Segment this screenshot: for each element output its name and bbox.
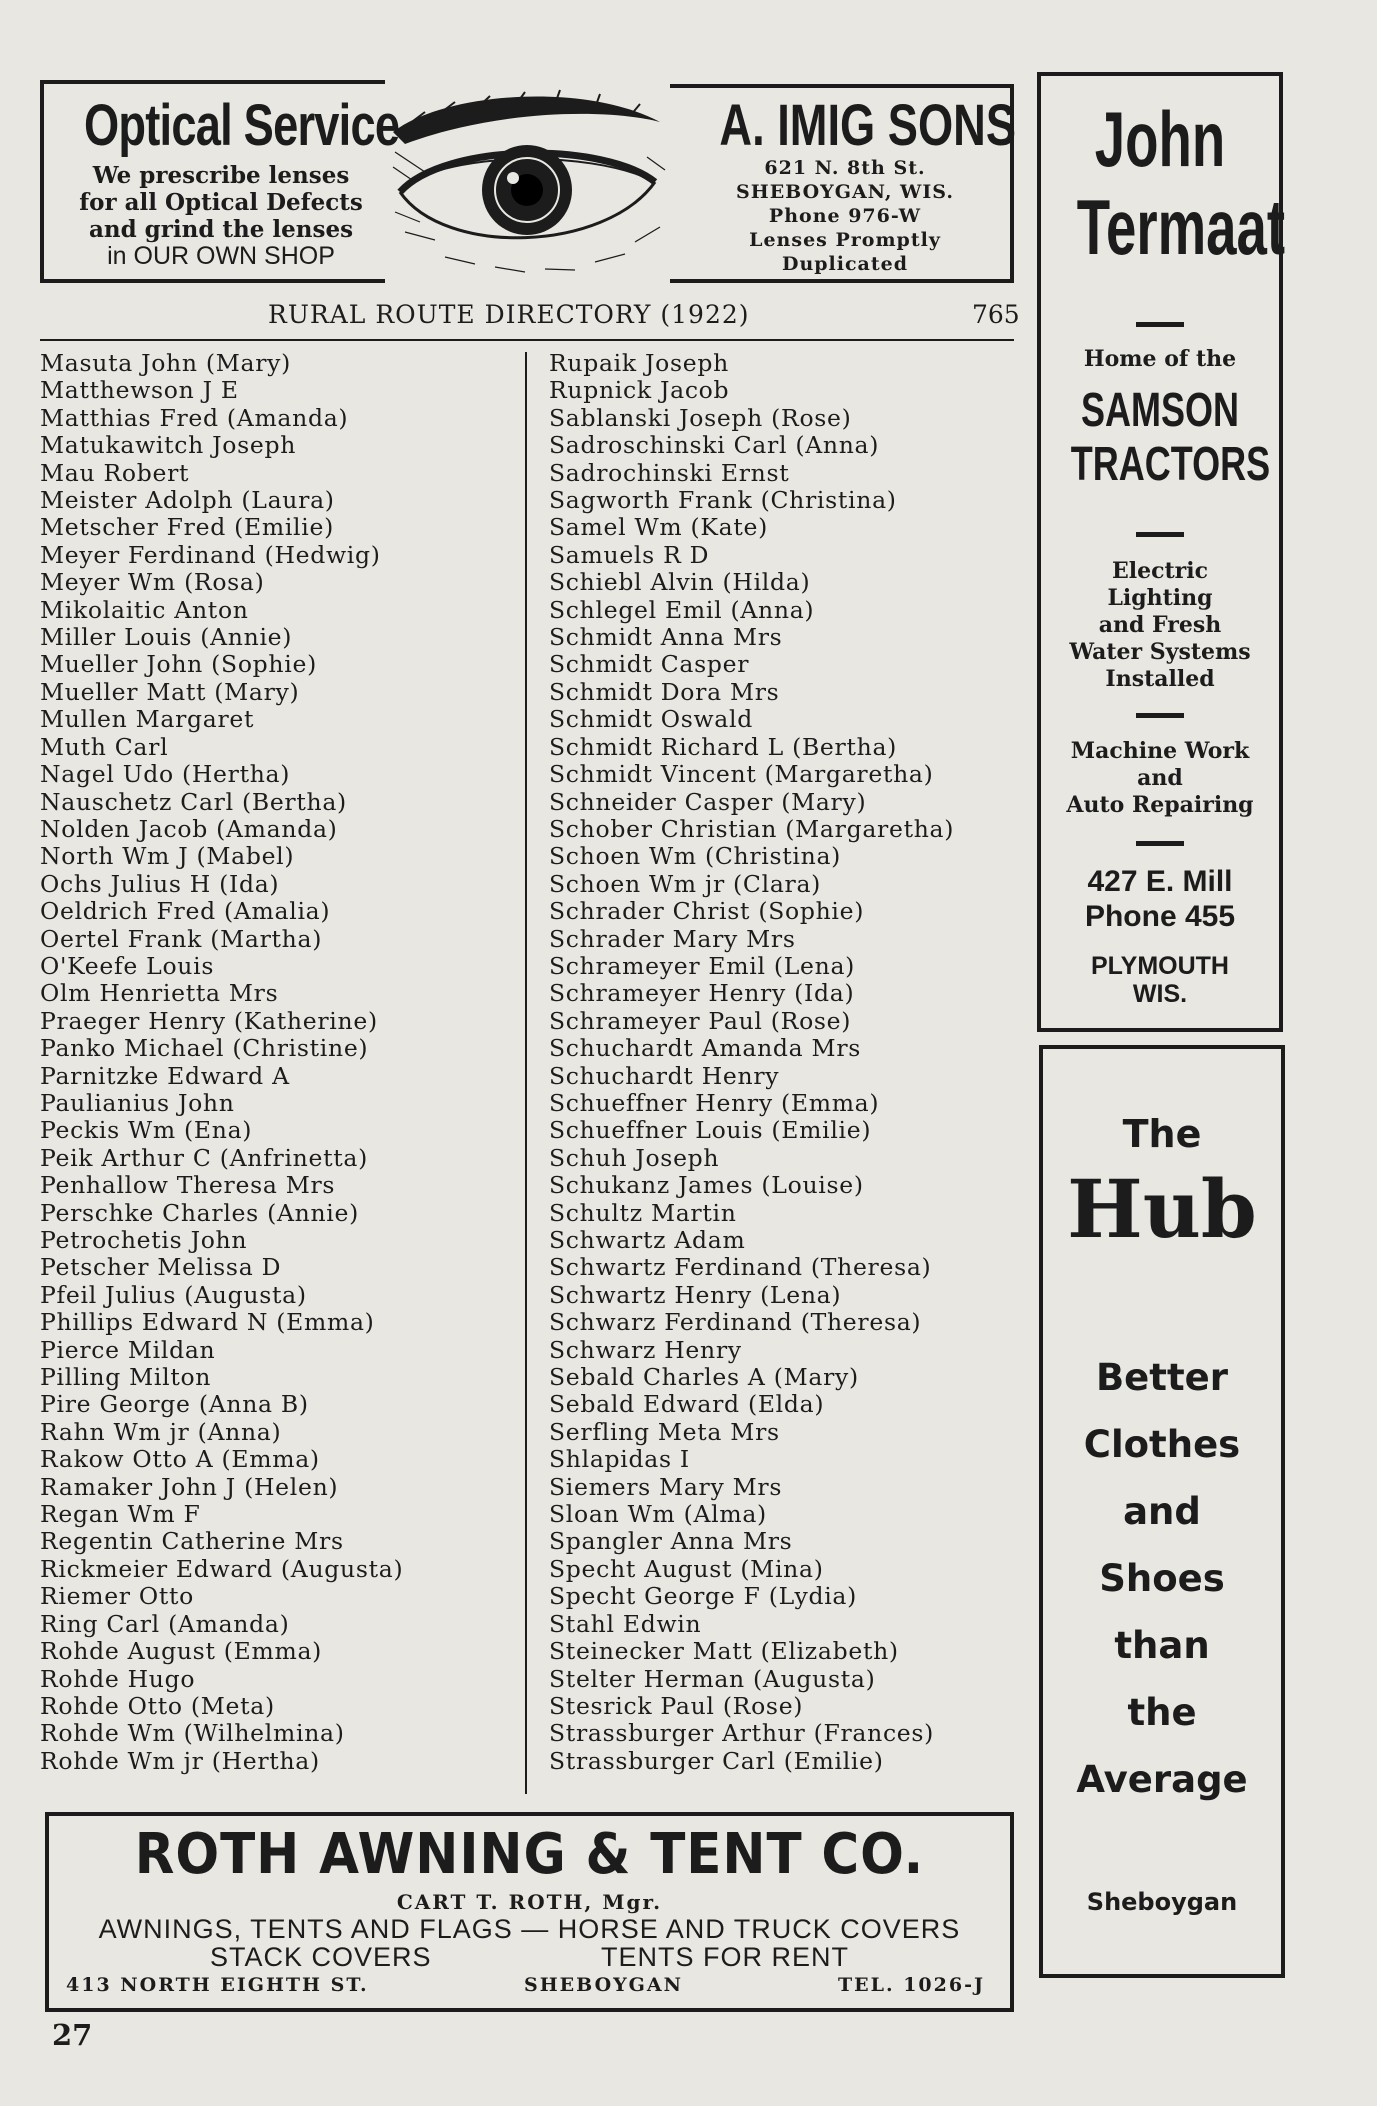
directory-entry: Matthias Fred (Amanda) (40, 403, 349, 432)
optical-ad-line: and grind the lenses (88, 216, 354, 243)
directory-entry: Meister Adolph (Laura) (40, 486, 335, 515)
directory-entry: Nagel Udo (Hertha) (40, 760, 291, 789)
directory-entry: Rakow Otto A (Emma) (40, 1445, 320, 1474)
directory-entry: Rohde Wm jr (Hertha) (40, 1746, 320, 1775)
directory-entry: Schwartz Henry (Lena) (549, 1280, 842, 1309)
hub-slogan-line: Better (1095, 1356, 1228, 1399)
directory-entry: Riemer Otto (40, 1582, 195, 1611)
directory-entry: Masuta John (Mary) (40, 349, 292, 377)
directory-column-left (40, 350, 403, 1775)
folio-number: 27 (52, 2018, 93, 2052)
roth-city: SHEBOYGAN (524, 1974, 684, 1996)
directory-entry: Rohde August (Emma) (40, 1637, 323, 1666)
directory-entry: Stahl Edwin (549, 1609, 702, 1638)
roth-services-line: AWNINGS, TENTS AND FLAGS — HORSE AND TRUCK COVERS (98, 1914, 961, 1944)
directory-entry: Siemers Mary Mrs (549, 1472, 783, 1501)
page-title: RURAL ROUTE DIRECTORY (1922) (268, 300, 750, 329)
hub-slogan-line: the (1127, 1691, 1197, 1734)
hub-slogan-line: Average (1076, 1758, 1248, 1801)
hub-slogan-line: than (1114, 1624, 1210, 1667)
directory-entry: Schueffner Henry (Emma) (549, 1088, 880, 1117)
directory-entry: Schrader Christ (Sophie) (549, 897, 865, 926)
directory-entry: Stelter Herman (Augusta) (549, 1664, 876, 1693)
directory-column-right (549, 350, 954, 1775)
directory-entry: Mau Robert (40, 458, 190, 487)
directory-entry: Sablanski Joseph (Rose) (549, 403, 852, 432)
directory-entry: Rupnick Jacob (549, 376, 730, 405)
directory-entry: Mueller John (Sophie) (40, 650, 317, 679)
directory-entry: Phillips Edward N (Emma) (40, 1308, 375, 1337)
hub-slogan-line: and (1123, 1490, 1201, 1533)
termaat-brand (1070, 384, 1271, 492)
roth-address: 413 NORTH EIGHTH ST. (66, 1974, 369, 1996)
optical-ad-line: We prescribe lenses (92, 162, 350, 189)
divider-dash (1136, 532, 1184, 537)
roth-manager: CART T. ROTH, Mgr. (396, 1890, 663, 1914)
termaat-service-line: and (1137, 765, 1183, 791)
directory-entry: Paulianius John (40, 1088, 235, 1117)
directory-entry: Nolden Jacob (Amanda) (40, 814, 338, 843)
termaat-city-line: WIS. (1132, 980, 1188, 1008)
directory-entry: Meyer Wm (Rosa) (40, 568, 265, 597)
directory-entry: Pilling Milton (40, 1363, 212, 1392)
directory-entry: Sebald Edward (Elda) (549, 1390, 825, 1419)
directory-entry: Muth Carl (40, 732, 169, 761)
hub-slogan (1043, 1344, 1281, 1813)
directory-entry: Ramaker John J (Helen) (40, 1472, 339, 1501)
directory-entry: Sadroschinski Carl (Anna) (549, 431, 880, 460)
directory-entry: Schoen Wm jr (Clara) (549, 869, 822, 898)
directory-entry: Schwarz Henry (549, 1335, 742, 1364)
termaat-name (1076, 95, 1286, 271)
termaat-service-line: Electric (1111, 558, 1209, 584)
hub-slogan-line: Shoes (1099, 1557, 1225, 1600)
termaat-city (1041, 952, 1279, 1008)
directory-entry: Schrameyer Henry (Ida) (549, 979, 855, 1008)
directory-entry: Ring Carl (Amanda) (40, 1609, 290, 1638)
directory-entry: Schmidt Vincent (Margaretha) (549, 760, 934, 789)
directory-entry: Schmidt Casper (549, 650, 750, 679)
directory-entry: Matthewson J E (40, 376, 239, 405)
termaat-services-electric (1041, 558, 1279, 693)
directory-entry: O'Keefe Louis (40, 951, 215, 980)
directory-entry: Strassburger Arthur (Frances) (549, 1719, 935, 1748)
directory-entry: Pierce Mildan (40, 1335, 216, 1364)
termaat-service-line: Lighting (1107, 585, 1213, 611)
directory-entry: Samel Wm (Kate) (549, 513, 768, 542)
directory-entry: Pire George (Anna B) (40, 1390, 309, 1419)
termaat-service-line: Machine Work (1070, 738, 1250, 764)
directory-entry: Serfling Meta Mrs (549, 1417, 780, 1446)
optical-ad-line: for all Optical Defects (79, 189, 363, 216)
directory-entry: Oeldrich Fred (Amalia) (40, 897, 331, 926)
directory-entry: Meyer Ferdinand (Hedwig) (40, 540, 381, 569)
directory-entry: Specht George F (Lydia) (549, 1582, 857, 1611)
directory-entry: Schrameyer Paul (Rose) (549, 1006, 852, 1035)
divider-dash (1136, 713, 1184, 718)
page-number: 765 (972, 300, 1020, 329)
directory-entry: Schwartz Ferdinand (Theresa) (549, 1253, 932, 1282)
header-rule (40, 339, 1014, 341)
directory-entry: Schuh Joseph (549, 1143, 720, 1172)
termaat-brand-line: SAMSON (1080, 384, 1240, 437)
directory-entry: Schueffner Louis (Emilie) (549, 1116, 872, 1145)
termaat-service-line: and Fresh (1098, 612, 1222, 638)
directory-entry: Schmidt Dora Mrs (549, 677, 780, 706)
directory-entry: Pfeil Julius (Augusta) (40, 1280, 307, 1309)
directory-entry: Schober Christian (Margaretha) (549, 814, 955, 843)
divider-dash (1136, 841, 1184, 846)
divider-dash (1136, 322, 1184, 327)
directory-entry: Rahn Wm jr (Anna) (40, 1417, 282, 1446)
directory-entry: Shlapidas I (549, 1445, 690, 1474)
hub-the: The (1122, 1112, 1202, 1156)
hub-city: Sheboygan (1086, 1888, 1238, 1916)
imig-address (690, 156, 1000, 276)
directory-entry: Schiebl Alvin (Hilda) (549, 568, 811, 597)
directory-entry: Praeger Henry (Katherine) (40, 1006, 378, 1035)
directory-entry: Peckis Wm (Ena) (40, 1116, 253, 1145)
directory-entry: Schlegel Emil (Anna) (549, 595, 815, 624)
directory-entry: Matukawitch Joseph (40, 431, 297, 460)
roth-title: ROTH AWNING & TENT CO. (134, 1822, 925, 1887)
directory-entry: Schwartz Adam (549, 1226, 746, 1254)
termaat-city-line: PLYMOUTH (1091, 952, 1229, 980)
termaat-brand-line: TRACTORS (1070, 438, 1271, 491)
optical-ad-line: in OUR OWN SHOP (107, 242, 335, 270)
optical-ad-text (76, 162, 366, 270)
column-divider (525, 352, 527, 1794)
directory-entry: Schwarz Ferdinand (Theresa) (549, 1308, 922, 1337)
imig-address-line: SHEBOYGAN, WIS. (736, 181, 954, 203)
termaat-home-of: Home of the (1083, 346, 1237, 372)
termaat-service-line: Auto Repairing (1066, 792, 1254, 818)
imig-address-line: Phone 976-W (768, 205, 922, 227)
directory-entry: Olm Henrietta Mrs (40, 979, 279, 1008)
directory-entry: Peik Arthur C (Anfrinetta) (40, 1143, 368, 1172)
directory-entry: Panko Michael (Christine) (40, 1034, 369, 1063)
directory-entry: Stesrick Paul (Rose) (549, 1691, 804, 1720)
directory-entry: Schukanz James (Louise) (549, 1171, 864, 1200)
directory-entry: Nauschetz Carl (Bertha) (40, 787, 347, 816)
termaat-service-line: Installed (1105, 666, 1215, 692)
directory-entry: Oertel Frank (Martha) (40, 924, 323, 953)
directory-entry: Steinecker Matt (Elizabeth) (549, 1637, 899, 1666)
directory-entry: Schultz Martin (549, 1198, 737, 1227)
directory-entry: Specht August (Mina) (549, 1554, 824, 1583)
directory-entry: Mullen Margaret (40, 705, 255, 734)
directory-entry: Schuchardt Amanda Mrs (549, 1034, 862, 1063)
termaat-services-machine (1041, 738, 1279, 819)
directory-entry: Rickmeier Edward (Augusta) (40, 1554, 404, 1583)
directory-entry: Samuels R D (549, 540, 710, 569)
directory-entry: North Wm J (Mabel) (40, 842, 295, 871)
directory-entry: Sadrochinski Ernst (549, 458, 790, 487)
directory-entry: Petrochetis John (40, 1226, 248, 1254)
imig-address-line: Duplicated (781, 253, 909, 275)
optical-ad-title: Optical Service (84, 93, 400, 158)
directory-entry: Schrader Mary Mrs (549, 924, 796, 953)
directory-entry: Schmidt Oswald (549, 705, 753, 734)
termaat-address (1041, 864, 1279, 934)
roth-telephone: TEL. 1026-J (838, 1974, 985, 1996)
directory-entry: Schneider Casper (Mary) (549, 787, 867, 816)
termaat-street: 427 E. Mill (1087, 865, 1233, 898)
termaat-name-line: Termaat (1076, 183, 1286, 271)
directory-entry: Parnitzke Edward A (40, 1061, 290, 1090)
directory-entry: Petscher Melissa D (40, 1253, 282, 1282)
directory-entry: Mikolaitic Anton (40, 595, 249, 624)
hub-name: Hub (1067, 1162, 1257, 1256)
directory-entry: Ochs Julius H (Ida) (40, 869, 280, 898)
eye-icon (385, 82, 670, 287)
imig-address-line: Lenses Promptly (749, 229, 941, 251)
hub-slogan-line: Clothes (1083, 1423, 1241, 1466)
directory-entry: Strassburger Carl (Emilie) (549, 1746, 884, 1775)
roth-services-line: STACK COVERS TENTS FOR RENT (209, 1942, 850, 1972)
termaat-phone: Phone 455 (1084, 900, 1236, 933)
directory-entry: Sloan Wm (Alma) (549, 1500, 767, 1529)
directory-entry: Miller Louis (Annie) (40, 623, 293, 652)
directory-entry: Spangler Anna Mrs (549, 1527, 793, 1556)
directory-entry: Mueller Matt (Mary) (40, 677, 300, 706)
directory-entry: Schmidt Richard L (Bertha) (549, 732, 898, 761)
imig-address-line: 621 N. 8th St. (764, 157, 926, 179)
directory-entry: Sagworth Frank (Christina) (549, 486, 897, 515)
directory-entry: Rohde Otto (Meta) (40, 1691, 275, 1720)
directory-entry: Schoen Wm (Christina) (549, 842, 842, 871)
directory-entry: Rohde Hugo (40, 1664, 196, 1693)
directory-entry: Metscher Fred (Emilie) (40, 513, 334, 542)
directory-entry: Penhallow Theresa Mrs (40, 1171, 336, 1200)
directory-entry: Rupaik Joseph (549, 349, 729, 377)
termaat-service-line: Water Systems (1069, 639, 1251, 665)
directory-entry: Rohde Wm (Wilhelmina) (40, 1719, 345, 1748)
directory-entry: Schuchardt Henry (549, 1061, 780, 1090)
imig-company-name: A. IMIG SONS (719, 93, 1017, 158)
directory-entry: Schmidt Anna Mrs (549, 623, 783, 652)
termaat-name-line: John (1094, 95, 1226, 183)
directory-entry: Regentin Catherine Mrs (40, 1527, 344, 1556)
directory-entry: Regan Wm F (40, 1500, 201, 1529)
directory-entry: Schrameyer Emil (Lena) (549, 951, 856, 980)
directory-entry: Perschke Charles (Annie) (40, 1198, 359, 1227)
directory-entry: Sebald Charles A (Mary) (549, 1363, 859, 1392)
